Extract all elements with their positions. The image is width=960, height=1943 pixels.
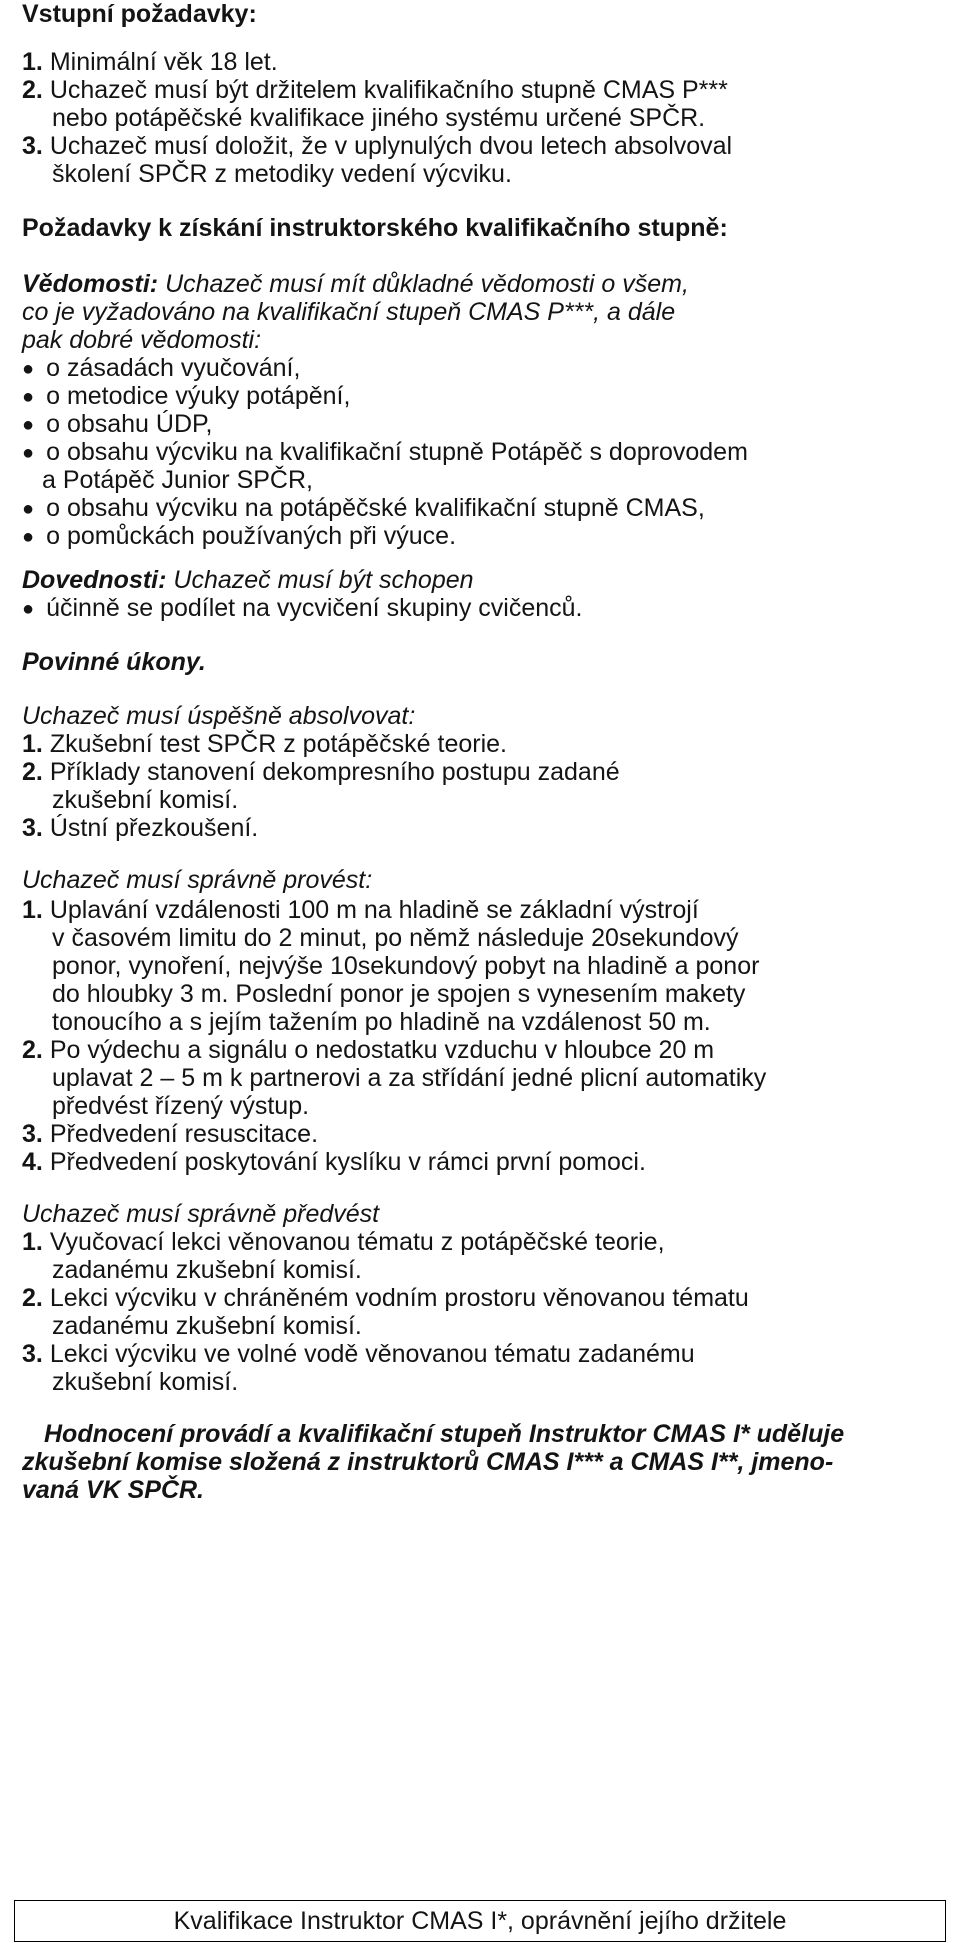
- bullet-icon: ●: [22, 498, 35, 520]
- list-item: 2. Příklady stanovení dekompresního postupu zadané: [22, 758, 620, 786]
- section-heading-pozadavky: Požadavky k získání instruktorského kvalifikačního stupně:: [22, 214, 728, 242]
- list-item-continuation: do hloubky 3 m. Poslední ponor je spojen s vynesením makety: [52, 980, 746, 1008]
- list-item: 2. Uchazeč musí být držitelem kvalifikačního stupně CMAS P***: [22, 76, 728, 104]
- bullet-icon: ●: [22, 598, 35, 620]
- bullet-item: ● o zásadách vyučování,: [22, 354, 301, 382]
- bullet-item: ● o obsahu výcviku na potápěčské kvalifikační stupně CMAS,: [22, 494, 705, 522]
- subheading-provest: Uchazeč musí správně provést:: [22, 866, 373, 894]
- list-item-continuation: zadanému zkušební komisí.: [52, 1312, 362, 1340]
- list-item: 2. Po výdechu a signálu o nedostatku vzduchu v hloubce 20 m: [22, 1036, 715, 1064]
- list-item: 3. Předvedení resuscitace.: [22, 1120, 319, 1148]
- bullet-icon: ●: [22, 358, 35, 380]
- hodnoceni-line: Hodnocení provádí a kvalifikační stupeň Instruktor CMAS I* uděluje: [44, 1420, 845, 1448]
- vedomosti-paragraph: Vědomosti: Uchazeč musí mít důkladné vědomosti o všem,: [22, 270, 689, 298]
- list-item-continuation: zkušební komisí.: [52, 786, 239, 814]
- vedomosti-line: co je vyžadováno na kvalifikační stupeň CMAS P***, a dále: [22, 298, 676, 326]
- list-item-continuation: předvést řízený výstup.: [52, 1092, 310, 1120]
- hodnoceni-line: zkušební komise složená z instruktorů CMAS I*** a CMAS I**, jmeno-: [22, 1448, 834, 1476]
- bullet-item: ● o obsahu ÚDP,: [22, 410, 213, 438]
- footer-title: Kvalifikace Instruktor CMAS I*, oprávnění jejího držitele: [173, 1907, 787, 1935]
- list-item-continuation: v časovém limitu do 2 minut, po němž následuje 20sekundový: [52, 924, 739, 952]
- list-item: 3. Uchazeč musí doložit, že v uplynulých dvou letech absolvoval: [22, 132, 733, 160]
- bullet-icon: ●: [22, 442, 35, 464]
- list-item: 4. Předvedení poskytování kyslíku v rámci první pomoci.: [22, 1148, 646, 1176]
- bullet-item: ● o obsahu výcviku na kvalifikační stupně Potápěč s doprovodem: [22, 438, 748, 466]
- list-item-continuation: zkušební komisí.: [52, 1368, 239, 1396]
- bullet-item: ● účinně se podílet na vycvičení skupiny cvičenců.: [22, 594, 583, 622]
- list-item: 1. Uplavání vzdálenosti 100 m na hladině se základní výstrojí: [22, 896, 699, 924]
- list-item: 3. Ústní přezkoušení.: [22, 814, 259, 842]
- subheading-predvest: Uchazeč musí správně předvést: [22, 1200, 380, 1228]
- dovednosti-paragraph: Dovednosti: Uchazeč musí být schopen: [22, 566, 474, 594]
- list-item: 1. Minimální věk 18 let.: [22, 48, 278, 76]
- list-item-continuation: nebo potápěčské kvalifikace jiného systému určené SPČR.: [52, 104, 706, 132]
- bullet-icon: ●: [22, 414, 35, 436]
- list-item: 1. Vyučovací lekci věnovanou tématu z potápěčské teorie,: [22, 1228, 665, 1256]
- bullet-item: ● o metodice výuky potápění,: [22, 382, 351, 410]
- section-heading-povinne: Povinné úkony.: [22, 648, 206, 676]
- list-item: 3. Lekci výcviku ve volné vodě věnovanou tématu zadanému: [22, 1340, 695, 1368]
- list-item-continuation: školení SPČR z metodiky vedení výcviku.: [52, 160, 512, 188]
- footer-title-box: [14, 1900, 946, 1942]
- bullet-icon: ●: [22, 386, 35, 408]
- list-item-continuation: ponor, vynoření, nejvýše 10sekundový pobyt na hladině a ponor: [52, 952, 760, 980]
- bullet-item: ● o pomůckách používaných při výuce.: [22, 522, 457, 550]
- bullet-item-continuation: a Potápěč Junior SPČR,: [42, 466, 313, 494]
- vedomosti-line: pak dobré vědomosti:: [22, 326, 262, 354]
- list-item: 2. Lekci výcviku v chráněném vodním prostoru věnovanou tématu: [22, 1284, 749, 1312]
- list-item-continuation: zadanému zkušební komisí.: [52, 1256, 362, 1284]
- bullet-icon: ●: [22, 526, 35, 548]
- section-heading-vstupni: Vstupní požadavky:: [22, 0, 257, 28]
- list-item-continuation: tonoucího a s jejím tažením po hladině na vzdálenost 50 m.: [52, 1008, 711, 1036]
- list-item-continuation: uplavat 2 – 5 m k partnerovi a za střídání jedné plicní automatiky: [52, 1064, 767, 1092]
- subheading-absolvovat: Uchazeč musí úspěšně absolvovat:: [22, 702, 416, 730]
- list-item: 1. Zkušební test SPČR z potápěčské teorie.: [22, 730, 507, 758]
- hodnoceni-line: vaná VK SPČR.: [22, 1476, 205, 1504]
